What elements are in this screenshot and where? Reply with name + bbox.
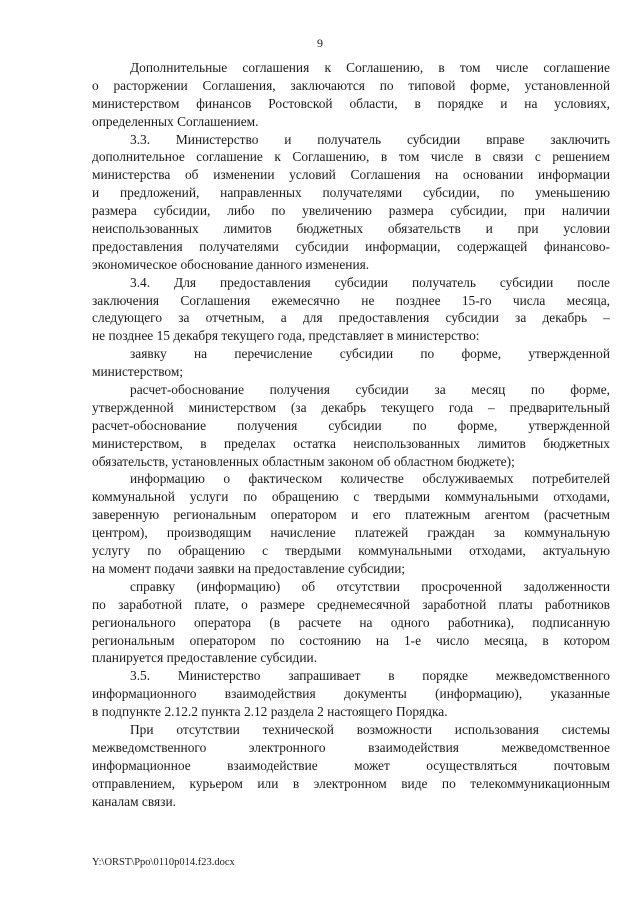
text-line: планируется предоставление субсидии. [92, 650, 318, 666]
text-line: 3.4. Для предоставления субсидии получатель субсидии после [130, 274, 610, 290]
text-line: регионального оператора (в расчете на одного работника), подписанную [92, 614, 610, 630]
text-line: о расторжении Соглашения, заключаются по типовой форме, установленной [92, 77, 610, 93]
text-line: информационное взаимодействие может осуществляться почтовым [92, 757, 610, 773]
text-line: 3.3. Министерство и получатель субсидии вправе заключить [130, 131, 610, 147]
text-line: обязательств, установленных областным законом об областном бюджете); [92, 453, 515, 469]
text-line: информацию о фактическом количестве обслуживаемых потребителей [130, 471, 610, 487]
file-path-footer: Y:\ORST\Ppo\0110p014.f23.docx [92, 857, 235, 868]
text-line: министерства об изменении условий Соглашения на основании информации [92, 167, 610, 183]
text-line: следующего за отчетным, а для предоставления субсидии за декабрь – [92, 310, 610, 326]
text-line: каналам связи. [92, 793, 176, 809]
text-line: расчет-обоснование получения субсидии за месяц по форме, [130, 382, 610, 398]
text-line: экономическое обоснование данного изменения. [92, 256, 370, 272]
page-number: 9 [317, 36, 323, 50]
text-line: в подпункте 2.12.2 пункта 2.12 раздела 2 настоящего Порядка. [92, 704, 448, 720]
text-line: заключения Соглашения ежемесячно не позднее 15-го числа месяца, [92, 292, 610, 308]
text-line: заверенную региональным оператором и его платежным агентом (расчетным [92, 507, 610, 523]
text-line: не позднее 15 декабря текущего года, представляет в министерство: [92, 328, 480, 344]
text-line: министерством финансов Ростовской области, в порядке и на условиях, [92, 95, 610, 111]
text-line: услугу по обращению с твердыми коммунальными отходами, актуальную [92, 543, 610, 559]
text-line: министерством; [92, 364, 184, 380]
text-line: утвержденной министерством (за декабрь текущего года – предварительный [92, 399, 610, 415]
text-line: неиспользованных лимитов бюджетных обязательств и при условии [92, 221, 610, 237]
text-line: размера субсидии, либо по увеличению размера субсидии, при наличии [92, 203, 610, 219]
text-line: 3.5. Министерство запрашивает в порядке межведомственного [130, 668, 610, 684]
text-line: При отсутствии технической возможности использования системы [130, 721, 610, 737]
text-line: предоставления получателями субсидии информации, содержащей финансово- [92, 238, 610, 254]
text-line: межведомственного электронного взаимодействия межведомственное [92, 739, 610, 755]
text-line: заявку на перечисление субсидии по форме, утвержденной [130, 346, 610, 362]
text-line: информационного взаимодействия документы (информацию), указанные [92, 686, 610, 702]
text-line: министерством, в пределах остатка неиспользованных лимитов бюджетных [92, 435, 610, 451]
text-line: центром), производящим начисление платежей граждан за коммунальную [92, 525, 610, 541]
text-line: справку (информацию) об отсутствии просроченной задолженности [130, 578, 610, 594]
text-line: определенных Соглашением. [92, 113, 259, 129]
text-line: региональным оператором по состоянию на 1-е число месяца, в котором [92, 632, 610, 648]
text-line: коммунальной услуги по обращению с твердыми коммунальными отходами, [92, 489, 610, 505]
text-line: по заработной плате, о размере среднемесячной заработной платы работников [92, 596, 610, 612]
text-line: дополнительное соглашение к Соглашению, в том числе в связи с решением [92, 149, 610, 165]
text-line: отправлением, курьером или в электронном виде по телекоммуникационным [92, 775, 610, 791]
text-line: Дополнительные соглашения к Соглашению, в том числе соглашение [130, 60, 610, 75]
text-line: расчет-обоснование получения субсидии по форме, утвержденной [92, 417, 610, 433]
body-text [92, 59, 610, 810]
text-line: и предложений, направленных получателями субсидии, по уменьшению [92, 185, 610, 201]
text-line: на момент подачи заявки на предоставление субсидии; [92, 560, 406, 576]
